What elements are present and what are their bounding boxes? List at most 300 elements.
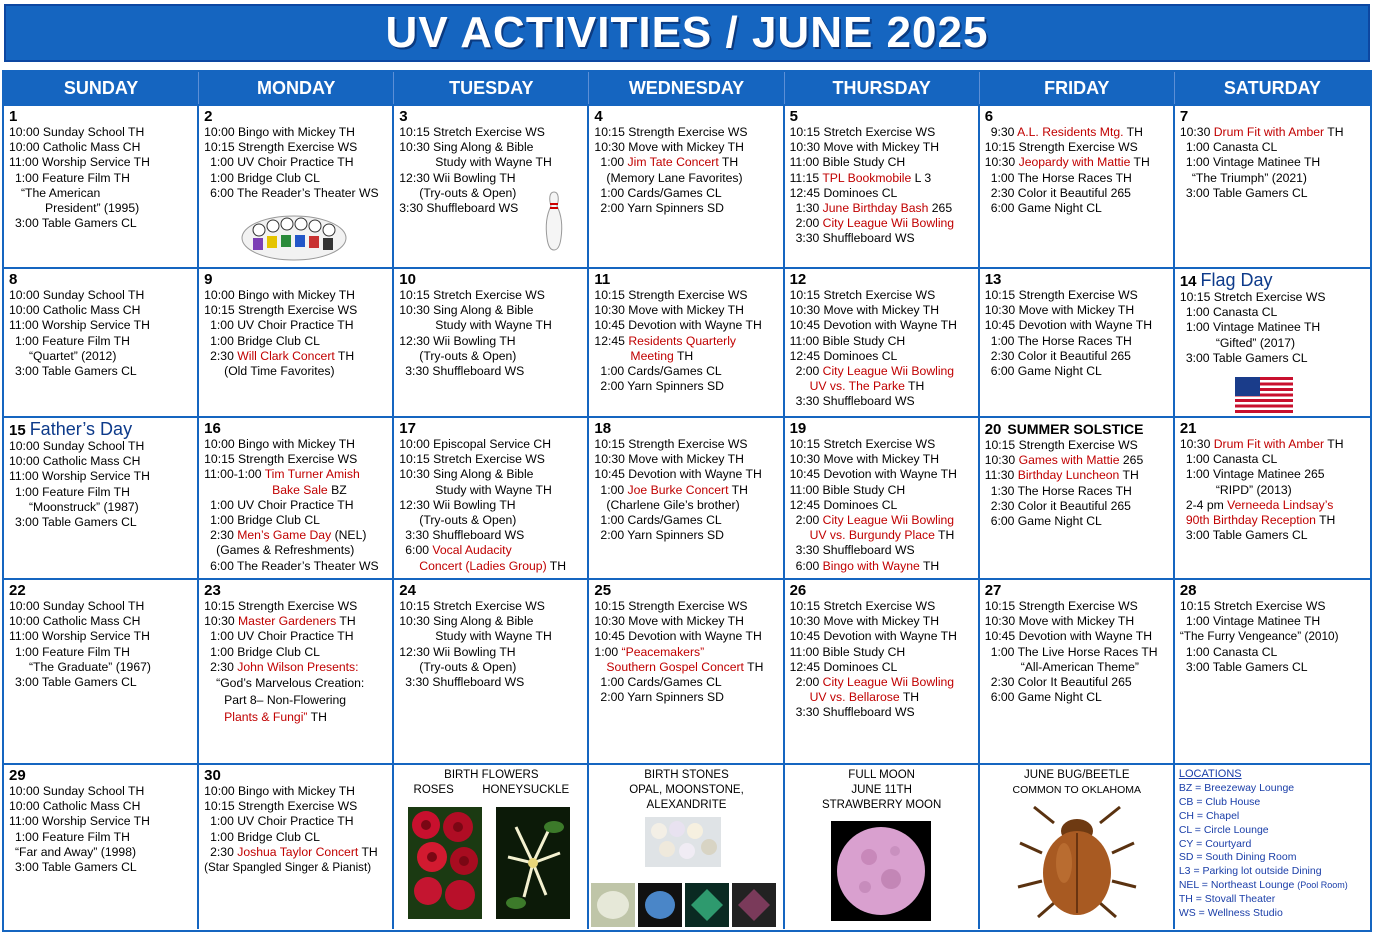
pearls-icon	[645, 817, 721, 867]
day-cell	[4, 418, 199, 578]
flower-honeysuckle-label: HONEYSUCKLE	[482, 784, 570, 797]
event: 3:30 Shuffleboard WS	[405, 364, 525, 379]
moon-icon	[831, 821, 931, 921]
location-item: BZ = Breezeway Lounge	[1178, 781, 1295, 794]
event: 2:00 Yarn Spinners SD	[600, 528, 724, 543]
location-item: CY = Courtyard	[1178, 837, 1252, 850]
event: 11:00 Worship Service TH	[9, 155, 150, 170]
calendar-title: UV ACTIVITIES / JUNE 2025	[385, 8, 989, 57]
day-cell	[394, 418, 589, 578]
day-cell	[589, 106, 784, 267]
weekday-friday: FRIDAY	[980, 72, 1175, 104]
event: 10:15 Stretch Exercise WS	[399, 452, 545, 467]
event: 10:30 Move with Mickey TH	[594, 614, 744, 629]
film-title: “The Graduate” (1967)	[29, 659, 151, 674]
event: 10:00 Sunday School TH	[9, 599, 145, 613]
event: 10:45 Devotion with Wayne TH	[789, 629, 957, 644]
day-number: 18	[594, 420, 612, 437]
day-number: 27	[984, 582, 1002, 599]
event: 10:15 Stretch Exercise WS	[1179, 290, 1326, 304]
day-cell	[785, 106, 980, 267]
roses-icon	[408, 807, 482, 919]
day-cell	[980, 106, 1175, 267]
day-number: 26	[789, 582, 807, 599]
event: 10:00 Bingo with Mickey TH	[204, 125, 355, 139]
event: 2:30 John Wilson Presents:	[210, 659, 359, 674]
day-cell	[4, 106, 199, 267]
event: 10:15 Strength Exercise WS	[984, 288, 1138, 302]
event: 1:00 Canasta CL	[1185, 644, 1278, 659]
event: UV vs. The Parke TH	[809, 379, 925, 394]
event: 10:00 Catholic Mass CH	[9, 614, 141, 629]
event: 1:00 The Horse Races TH	[990, 333, 1132, 348]
event: 12:30 Wii Bowling TH	[399, 497, 516, 512]
event: 10:15 Strength Exercise WS	[204, 303, 358, 318]
day-cell	[394, 580, 589, 763]
event: 10:15 Stretch Exercise WS	[399, 125, 545, 139]
event: 3:00 Table Gamers CL	[1185, 350, 1308, 365]
day-number: 8	[9, 271, 18, 288]
event: 10:15 Stretch Exercise WS	[399, 288, 545, 302]
day-cell	[394, 106, 589, 267]
event: (Try-outs & Open)	[419, 185, 517, 200]
week-row	[4, 267, 1370, 416]
event: 11:00 Bible Study CH	[789, 155, 906, 170]
event: 10:15 Strength Exercise WS	[984, 599, 1138, 613]
event: 2:00 City League Wii Bowling	[795, 513, 955, 528]
event: 1:00 Feature Film TH	[15, 644, 130, 659]
event: 11:30 Birthday Luncheon TH	[984, 468, 1139, 483]
flower-roses-label: ROSES	[413, 784, 454, 797]
june-bug-cell	[980, 765, 1175, 929]
weekday-saturday: SATURDAY	[1223, 77, 1321, 98]
event: 11:00 Worship Service TH	[9, 318, 150, 333]
day-number: 7	[1179, 108, 1189, 125]
event: 10:15 Stretch Exercise WS	[789, 437, 936, 451]
event: (Try-outs & Open)	[419, 659, 517, 674]
event: 12:30 Wii Bowling TH	[399, 333, 516, 348]
location-item: CH = Chapel	[1178, 809, 1240, 822]
day-cell	[4, 580, 199, 763]
day-number: 24	[399, 582, 416, 599]
event: 2:30 Color It Beautiful 265	[990, 675, 1132, 690]
event: 1:00 Joe Burke Concert TH	[600, 482, 748, 497]
holiday-label: Father’s Day	[29, 419, 133, 439]
event: 2:00 City League Wii Bowling	[795, 675, 955, 690]
choir-icon	[239, 208, 349, 262]
location-item: TH = Stovall Theater	[1178, 893, 1276, 906]
locations-legend	[1175, 765, 1370, 929]
event: 10:45 Devotion with Wayne TH	[984, 318, 1153, 333]
event: 2:00 Yarn Spinners SD	[600, 379, 724, 394]
event: 10:30 Sing Along & Bible	[399, 614, 534, 629]
film-title: “Gifted” (2017)	[1215, 335, 1296, 350]
birth-flowers-title: BIRTH FLOWERS	[444, 769, 539, 781]
day-number: 10	[399, 271, 416, 288]
event: 3:00 Table Gamers CL	[1185, 659, 1308, 674]
event: 10:15 Stretch Exercise WS	[399, 599, 545, 613]
full-moon-title: FULL MOON	[848, 769, 915, 781]
event: 10:45 Devotion with Wayne TH	[789, 318, 957, 333]
birth-stones-cell	[589, 765, 784, 929]
event: Bake Sale BZ	[272, 482, 347, 497]
location-item: SD = South Dining Room	[1178, 851, 1297, 864]
event: 1:00 Cards/Games CL	[600, 364, 722, 379]
day-cell	[785, 269, 980, 416]
event: 10:30 Jeopardy with Mattie TH	[984, 155, 1150, 170]
event: 2:30 Color it Beautiful 265	[990, 185, 1131, 200]
event: 1:00 UV Choir Practice TH	[210, 155, 354, 170]
event: 1:00 The Live Horse Races TH	[990, 644, 1158, 659]
event: 10:30 Sing Along & Bible	[399, 140, 534, 155]
event: 10:15 Strength Exercise WS	[204, 140, 358, 155]
event: 6:00 Game Night CL	[990, 201, 1102, 216]
event-note: (Memory Lane Favorites)	[606, 170, 743, 185]
event: 6:00 The Reader’s Theater WS	[210, 558, 379, 573]
event: 10:15 Strength Exercise WS	[984, 140, 1138, 155]
location-item: CL = Circle Lounge	[1178, 823, 1269, 836]
weekday-wednesday: WEDNESDAY	[589, 72, 784, 104]
event: 1:00 Cards/Games CL	[600, 675, 722, 690]
event: Southern Gospel Concert TH	[606, 659, 764, 674]
event: 2:30 Color it Beautiful 265	[990, 348, 1131, 363]
event: 2:30 Joshua Taylor Concert TH	[210, 844, 378, 859]
day-cell	[1175, 418, 1370, 578]
event: 11:00 Worship Service TH	[9, 814, 150, 829]
day-number: 3	[399, 108, 408, 125]
event: (Try-outs & Open)	[419, 348, 517, 363]
bowling-pin-icon	[542, 190, 566, 252]
birth-stones-line: OPAL, MOONSTONE,	[629, 784, 744, 797]
film-title: “The Furry Vengeance” (2010)	[1179, 629, 1339, 644]
event: 3:00 Table Gamers CL	[15, 860, 137, 875]
event: 3:00 Table Gamers CL	[1185, 185, 1308, 200]
event: 10:45 Devotion with Wayne TH	[594, 318, 762, 333]
event: 10:15 Strength Exercise WS	[594, 125, 748, 139]
event: 90th Birthday Reception TH	[1185, 513, 1336, 528]
event: 10:45 Devotion with Wayne TH	[594, 467, 762, 482]
event: 3:30 Shuffleboard WS	[405, 528, 525, 543]
june-bug-subtitle: COMMON TO OKLAHOMA	[1012, 784, 1142, 797]
event: 2-4 pm Verneeda Lindsay’s	[1185, 497, 1334, 512]
event: 12:45 Dominoes CL	[789, 185, 898, 200]
event-note: (Star Spangled Singer & Pianist)	[204, 861, 372, 875]
day-number: 21	[1179, 420, 1197, 437]
gemstones-icon	[591, 883, 779, 927]
event: 10:00 Catholic Mass CH	[9, 140, 141, 155]
day-cell	[199, 106, 394, 267]
event: 1:00 Vintage Matinee 265	[1185, 467, 1325, 482]
event: 3:30 Shuffleboard WS	[795, 705, 915, 720]
event: 1:00 Vintage Matinee TH	[1185, 320, 1321, 335]
event: 10:15 Strength Exercise WS	[594, 599, 748, 613]
full-moon-date: JUNE 11TH	[851, 784, 912, 797]
event: 1:00 Canasta CL	[1185, 140, 1278, 155]
day-cell	[199, 580, 394, 763]
event: 6:00 Game Night CL	[990, 690, 1102, 705]
event: 10:00 Bingo with Mickey TH	[204, 784, 355, 798]
day-cell	[199, 418, 394, 578]
event: 6:00 Game Night CL	[990, 364, 1102, 379]
film-title: “The American	[21, 185, 101, 200]
event: 11:00 Bible Study CH	[789, 333, 906, 348]
day-cell	[1175, 269, 1370, 416]
event: 1:00 Cards/Games CL	[600, 513, 722, 528]
day-number: 22	[9, 582, 26, 599]
event: 12:45 Residents Quarterly	[594, 333, 737, 348]
event: 10:15 Strength Exercise WS	[984, 438, 1138, 452]
event: 1:00 “Peacemakers”	[594, 644, 705, 659]
event: 1:00 Vintage Matinee TH	[1185, 614, 1321, 629]
event: 1:00 Feature Film TH	[15, 484, 130, 499]
event: 1:00 UV Choir Practice TH	[210, 814, 354, 829]
event: 9:30 A.L. Residents Mtg. TH	[990, 125, 1143, 139]
event: 10:30 Move with Mickey TH	[594, 140, 744, 155]
event: 11:00-1:00 Tim Turner Amish	[204, 467, 360, 482]
event: 6:00 Bingo with Wayne TH	[795, 558, 940, 573]
day-number: 5	[789, 108, 798, 125]
event: 12:45 Dominoes CL	[789, 659, 898, 674]
event: 1:00 Cards/Games CL	[600, 185, 722, 200]
day-number: 11	[594, 271, 611, 288]
week-row	[4, 416, 1370, 578]
event: Study with Wayne TH	[435, 629, 552, 644]
event: 1:00 Canasta CL	[1185, 452, 1278, 467]
event: 11:00 Worship Service TH	[9, 629, 150, 644]
event: 1:00 Bridge Club CL	[210, 333, 320, 348]
event: 1:00 Bridge Club CL	[210, 644, 320, 659]
event: 1:00 Jim Tate Concert TH	[600, 155, 739, 170]
beetle-icon	[1014, 803, 1140, 919]
event: 3:00 Table Gamers CL	[15, 675, 137, 690]
event-note: Plants & Fungi” TH	[224, 710, 327, 725]
holiday-label: SUMMER SOLSTICE	[1007, 421, 1144, 437]
full-moon-name: STRAWBERRY MOON	[821, 799, 942, 812]
day-cell	[785, 580, 980, 763]
event: 11:00 Bible Study CH	[789, 482, 906, 497]
event-note: (Games & Refreshments)	[216, 543, 355, 558]
birth-stones-title: BIRTH STONES	[644, 769, 729, 781]
event: 10:30 Sing Along & Bible	[399, 467, 534, 482]
day-number: 9	[204, 271, 213, 288]
weekday-header	[4, 72, 1370, 104]
june-bug-title: JUNE BUG/BEETLE	[1024, 769, 1130, 781]
event: 10:15 Stretch Exercise WS	[789, 125, 936, 139]
locations-heading: LOCATIONS	[1178, 768, 1242, 780]
event: 10:15 Stretch Exercise WS	[1179, 599, 1326, 613]
film-title: “The Triumph” (2021)	[1191, 170, 1307, 185]
event: 10:00 Sunday School TH	[9, 784, 145, 798]
event: 3:30 Shuffleboard WS	[405, 675, 525, 690]
event: UV vs. Bellarose TH	[809, 690, 920, 705]
event: 2:30 Men’s Game Day (NEL)	[210, 528, 367, 543]
event: Meeting TH	[630, 348, 694, 363]
event: 1:00 Canasta CL	[1185, 305, 1278, 320]
weekday-thursday: THURSDAY	[785, 72, 980, 104]
event-note: Part 8– Non-Flowering	[224, 693, 347, 708]
event: 1:00 The Horse Races TH	[990, 170, 1132, 185]
event: UV vs. Burgundy Place TH	[809, 528, 955, 543]
event: 2:30 Will Clark Concert TH	[210, 348, 355, 363]
event: 10:15 Strength Exercise WS	[204, 799, 358, 814]
film-title: “RIPD” (2013)	[1215, 482, 1292, 497]
event: 10:30 Move with Mickey TH	[984, 303, 1135, 318]
event: 10:00 Catholic Mass CH	[9, 799, 141, 814]
event: 3:30 Shuffleboard WS	[795, 543, 915, 558]
event: 10:00 Bingo with Mickey TH	[204, 288, 355, 302]
location-item: WS = Wellness Studio	[1178, 907, 1283, 920]
day-cell	[1175, 106, 1370, 267]
event: 3:00 Table Gamers CL	[15, 216, 137, 231]
event: 2:00 City League Wii Bowling	[795, 216, 955, 231]
event: 1:00 UV Choir Practice TH	[210, 318, 354, 333]
day-cell	[589, 580, 784, 763]
event: 11:00 Worship Service TH	[9, 469, 150, 484]
day-number: 17	[399, 420, 416, 437]
event: 3:00 Table Gamers CL	[15, 364, 137, 379]
day-cell	[589, 418, 784, 578]
event-note: (Charlene Gile’s brother)	[606, 497, 740, 512]
day-number: 13	[984, 271, 1002, 288]
day-cell	[199, 765, 394, 929]
event: 10:30 Move with Mickey TH	[789, 614, 940, 629]
event: 10:30 Drum Fit with Amber TH	[1179, 125, 1344, 139]
event: 6:00 Vocal Audacity	[405, 543, 512, 558]
event: 1:00 UV Choir Practice TH	[210, 629, 354, 644]
honeysuckle-icon	[496, 807, 570, 919]
event: 2:30 Color it Beautiful 265	[990, 498, 1131, 513]
event: 10:45 Devotion with Wayne TH	[789, 467, 957, 482]
day-cell	[980, 580, 1175, 763]
film-title: “Quartet” (2012)	[29, 348, 117, 363]
event: 10:45 Devotion with Wayne TH	[984, 629, 1153, 644]
event: 12:30 Wii Bowling TH	[399, 170, 516, 185]
event: 10:30 Drum Fit with Amber TH	[1179, 437, 1344, 451]
event: 11:15 TPL Bookmobile L 3	[789, 170, 932, 185]
day-number: 6	[984, 108, 994, 125]
film-title: President” (1995)	[45, 201, 140, 216]
event: 10:30 Sing Along & Bible	[399, 303, 534, 318]
day-number: 12	[789, 271, 807, 288]
day-number: 1	[9, 108, 18, 125]
event: 10:30 Move with Mickey TH	[789, 303, 940, 318]
day-cell	[1175, 580, 1370, 763]
event-note: “God’s Marvelous Creation:	[216, 676, 365, 691]
week-row	[4, 104, 1370, 267]
event: 10:15 Strength Exercise WS	[594, 437, 748, 451]
day-cell	[4, 269, 199, 416]
location-item: CB = Club House	[1178, 795, 1261, 808]
day-cell	[394, 269, 589, 416]
event: 3:00 Table Gamers CL	[1185, 528, 1308, 543]
event: Study with Wayne TH	[435, 155, 552, 170]
event: 10:00 Episcopal Service CH	[399, 437, 552, 451]
event: 10:30 Move with Mickey TH	[984, 614, 1135, 629]
event: 11:00 Bible Study CH	[789, 644, 906, 659]
day-number: 16	[204, 420, 221, 437]
event: 1:00 Bridge Club CL	[210, 170, 320, 185]
event: 1:00 Bridge Club CL	[210, 829, 320, 844]
calendar-grid	[2, 70, 1372, 932]
day-number: 2	[204, 108, 213, 125]
day-cell	[980, 269, 1175, 416]
event: 10:15 Strength Exercise WS	[594, 288, 748, 302]
film-title: “Moonstruck” (1987)	[29, 499, 139, 514]
day-cell	[785, 418, 980, 578]
calendar-title-bar	[4, 4, 1370, 62]
day-number: 4	[594, 108, 603, 125]
event: Concert (Ladies Group) TH	[419, 558, 567, 573]
event: 12:30 Wii Bowling TH	[399, 644, 516, 659]
event: 10:15 Stretch Exercise WS	[789, 599, 936, 613]
event: 10:30 Master Gardeners TH	[204, 614, 356, 629]
birth-stones-line: ALEXANDRITE	[646, 799, 727, 812]
day-number: 14 Flag Day	[1179, 270, 1273, 290]
weekday-sunday: SUNDAY	[4, 72, 199, 104]
event: 3:00 Table Gamers CL	[15, 515, 137, 530]
event: Study with Wayne TH	[435, 318, 552, 333]
event: Study with Wayne TH	[435, 482, 552, 497]
day-cell	[589, 269, 784, 416]
day-number: 15 Father’s Day	[9, 419, 133, 439]
event: 1:00 Feature Film TH	[15, 170, 130, 185]
event: 10:30 Move with Mickey TH	[594, 452, 744, 467]
event: 3:30 Shuffleboard WS	[399, 201, 519, 216]
week-row	[4, 578, 1370, 763]
event: 3:30 Shuffleboard WS	[795, 231, 915, 246]
film-title: “Far and Away” (1998)	[15, 844, 137, 859]
day-cell	[199, 269, 394, 416]
event-note: “All-American Theme”	[1020, 659, 1139, 674]
event: 10:00 Catholic Mass CH	[9, 303, 141, 318]
day-number: 25	[594, 582, 612, 599]
event: 6:00 The Reader’s Theater WS	[210, 185, 379, 200]
full-moon-cell	[785, 765, 980, 929]
day-number: 28	[1179, 582, 1197, 599]
event: 1:00 Feature Film TH	[15, 829, 130, 844]
holiday-label: Flag Day	[1200, 270, 1273, 290]
day-number: 19	[789, 420, 807, 437]
event: 10:45 Devotion with Wayne TH	[594, 629, 762, 644]
event: (Try-outs & Open)	[419, 513, 517, 528]
event: 1:00 Feature Film TH	[15, 333, 130, 348]
event: 1:30 The Horse Races TH	[990, 483, 1132, 498]
day-number: 23	[204, 582, 221, 599]
location-item: L3 = Parking lot outside Dining	[1178, 865, 1322, 878]
event-note: (Old Time Favorites)	[224, 364, 335, 379]
event: 10:00 Sunday School TH	[9, 288, 145, 302]
event: 10:30 Move with Mickey TH	[594, 303, 744, 318]
event: 10:00 Sunday School TH	[9, 125, 145, 139]
birth-flowers-names	[399, 783, 583, 798]
weekday-tuesday: TUESDAY	[394, 72, 589, 104]
event: 10:30 Move with Mickey TH	[789, 452, 940, 467]
event: 6:00 Game Night CL	[990, 514, 1102, 529]
event: 10:00 Catholic Mass CH	[9, 454, 141, 469]
event: 10:30 Games with Mattie 265	[984, 453, 1144, 468]
event: 1:00 Bridge Club CL	[210, 513, 320, 528]
event: 10:00 Sunday School TH	[9, 439, 145, 453]
american-flag-icon	[1235, 377, 1293, 413]
event: 2:00 Yarn Spinners SD	[600, 201, 724, 216]
event: 10:15 Stretch Exercise WS	[789, 288, 936, 302]
location-item: NEL = Northeast Lounge (Pool Room)	[1178, 879, 1348, 892]
event: 10:00 Bingo with Mickey TH	[204, 437, 355, 451]
week-row	[4, 763, 1370, 929]
event: 1:00 Vintage Matinee TH	[1185, 155, 1321, 170]
event: 3:30 Shuffleboard WS	[795, 394, 915, 409]
event: 10:15 Strength Exercise WS	[204, 599, 358, 613]
